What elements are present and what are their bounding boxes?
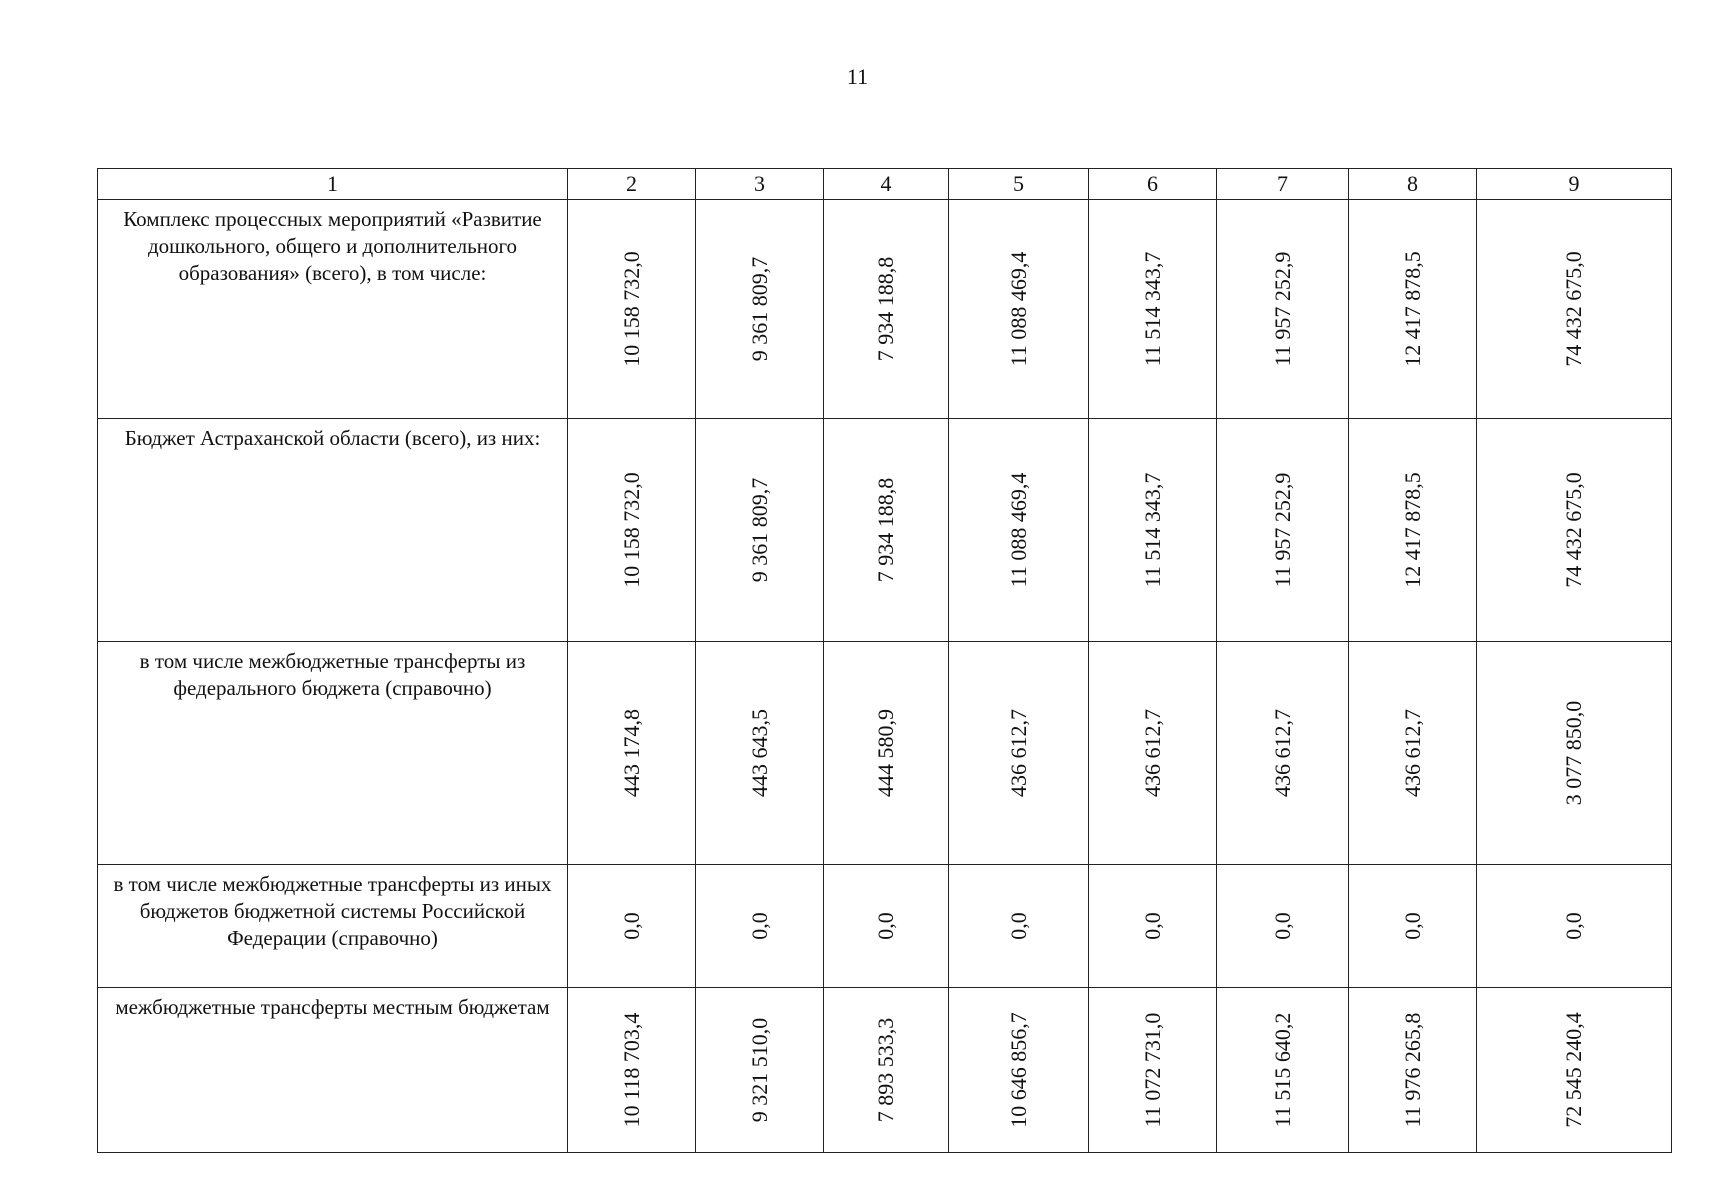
value-cell: 10 646 856,7 [949,988,1089,1153]
row-label: Комплекс процессных мероприятий «Развитие дошкольного, общего и дополнительного образования» (всего), в том числе: [98,200,568,419]
value-cell: 0,0 [1349,865,1477,988]
table-row [98,200,1672,419]
value-cell: 11 957 252,9 [1217,200,1349,419]
value-cell: 11 976 265,8 [1349,988,1477,1153]
budget-table [97,168,1672,1153]
value-cell: 74 432 675,0 [1477,200,1672,419]
value-cell: 7 893 533,3 [824,988,949,1153]
value-cell: 436 612,7 [1349,642,1477,865]
column-number: 9 [1477,169,1672,200]
column-number: 6 [1089,169,1217,200]
value-cell: 12 417 878,5 [1349,419,1477,642]
value-cell: 72 545 240,4 [1477,988,1672,1153]
value-cell: 7 934 188,8 [824,419,949,642]
value-cell: 0,0 [1089,865,1217,988]
value-cell: 436 612,7 [1089,642,1217,865]
page-number: 11 [846,64,869,89]
value-cell: 10 158 732,0 [568,200,696,419]
value-cell: 11 088 469,4 [949,419,1089,642]
value-cell: 436 612,7 [949,642,1089,865]
value-cell: 9 361 809,7 [696,200,824,419]
value-cell: 7 934 188,8 [824,200,949,419]
column-number: 3 [696,169,824,200]
column-number: 8 [1349,169,1477,200]
value-cell: 12 417 878,5 [1349,200,1477,419]
value-cell: 10 158 732,0 [568,419,696,642]
value-cell: 0,0 [1477,865,1672,988]
row-label: в том числе межбюджетные трансферты из федерального бюджета (справочно) [98,642,568,865]
row-label: в том числе межбюджетные трансферты из иных бюджетов бюджетной системы Российской Федерации (справочно) [98,865,568,988]
value-cell: 3 077 850,0 [1477,642,1672,865]
value-cell: 74 432 675,0 [1477,419,1672,642]
column-number: 5 [949,169,1089,200]
column-number-row [98,169,1672,200]
value-cell: 0,0 [949,865,1089,988]
value-cell: 443 174,8 [568,642,696,865]
value-cell: 436 612,7 [1217,642,1349,865]
row-label: межбюджетные трансферты местным бюджетам [98,988,568,1153]
value-cell: 11 514 343,7 [1089,200,1217,419]
column-number: 7 [1217,169,1349,200]
value-cell: 11 515 640,2 [1217,988,1349,1153]
value-cell: 0,0 [696,865,824,988]
value-cell: 10 118 703,4 [568,988,696,1153]
value-cell: 0,0 [824,865,949,988]
value-cell: 443 643,5 [696,642,824,865]
table-row [98,419,1672,642]
column-number: 4 [824,169,949,200]
value-cell: 11 957 252,9 [1217,419,1349,642]
row-label: Бюджет Астраханской области (всего), из них: [98,419,568,642]
column-number: 1 [98,169,568,200]
table-row [98,642,1672,865]
value-cell: 444 580,9 [824,642,949,865]
value-cell: 0,0 [1217,865,1349,988]
column-number: 2 [568,169,696,200]
value-cell: 11 514 343,7 [1089,419,1217,642]
value-cell: 9 321 510,0 [696,988,824,1153]
value-cell: 11 088 469,4 [949,200,1089,419]
table-row [98,988,1672,1153]
value-cell: 11 072 731,0 [1089,988,1217,1153]
value-cell: 9 361 809,7 [696,419,824,642]
value-cell: 0,0 [568,865,696,988]
table-row [98,865,1672,988]
